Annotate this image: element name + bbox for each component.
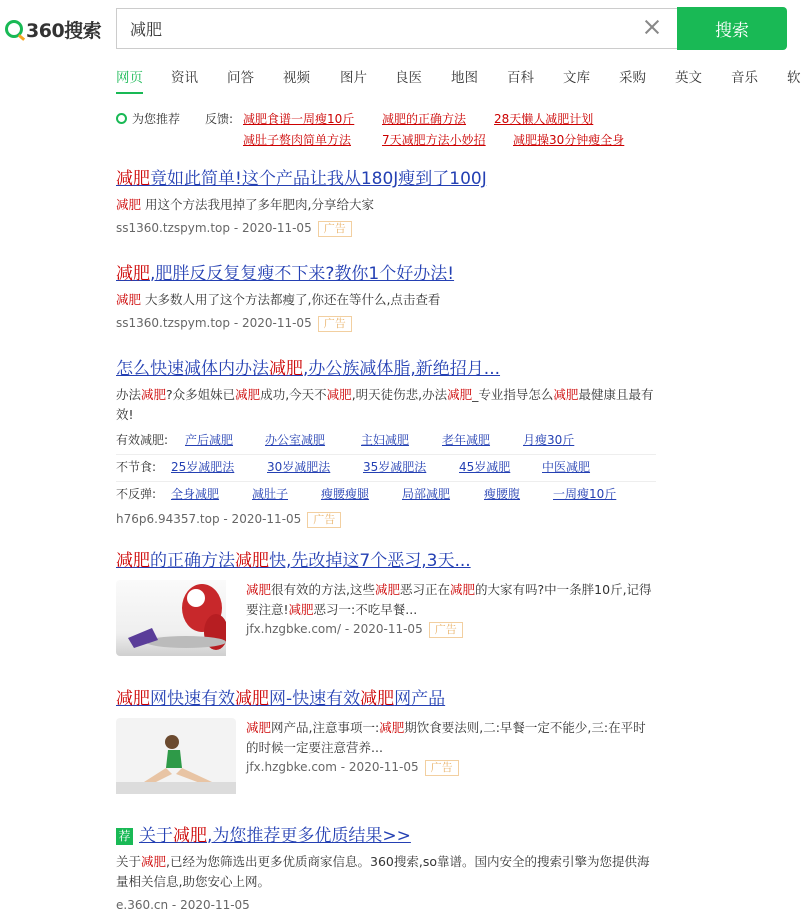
recommend-link[interactable]: 减肥食谱一周瘦10斤 — [243, 112, 355, 126]
ad-badge: 广告 — [425, 760, 459, 776]
logo-360[interactable] — [5, 16, 101, 42]
result-side — [246, 580, 656, 638]
sublink[interactable]: 25岁减肥法 — [171, 460, 235, 474]
sublink[interactable]: 老年减肥 — [442, 433, 491, 447]
recommend-link[interactable]: 减肚子赘肉简单方法 — [243, 133, 352, 147]
result-thumbnail[interactable] — [116, 718, 236, 794]
tab-purchase[interactable]: 采购 — [619, 70, 646, 86]
sublink-row: 不节食: 25岁减肥法 30岁减肥法 35岁减肥法 45岁减肥 中医减肥 — [116, 455, 656, 482]
tab-doctor[interactable]: 良医 — [395, 70, 422, 86]
sublink[interactable]: 35岁减肥法 — [363, 460, 427, 474]
sublink-row: 有效减肥: 产后减肥 办公室减肥 主妇减肥 老年减肥 月瘦30斤 — [116, 428, 656, 455]
logo-text: 360搜索 — [26, 19, 102, 42]
tab-wenku[interactable]: 文库 — [563, 70, 590, 86]
tab-baike[interactable]: 百科 — [507, 70, 534, 86]
result-url: h76p6.94357.top - 2020-11-05 广告 — [116, 512, 656, 528]
search-button[interactable]: 搜索 — [677, 7, 787, 50]
sublink[interactable]: 办公室减肥 — [265, 433, 326, 447]
tab-image[interactable]: 图片 — [340, 70, 367, 86]
result-title[interactable]: 减肥网快速有效减肥网-快速有效减肥网产品 — [116, 689, 446, 709]
search-result — [116, 684, 656, 774]
recommend-link[interactable]: 28天懒人减肥计划 — [494, 112, 594, 126]
tab-map[interactable]: 地图 — [451, 70, 478, 86]
tab-qa[interactable]: 问答 — [227, 70, 254, 86]
sublink-group — [116, 428, 656, 508]
recommend-icon — [116, 113, 127, 124]
recommend-link[interactable]: 减肥的正确方法 — [382, 112, 467, 126]
tab-music[interactable]: 音乐 — [731, 70, 758, 86]
tab-news[interactable]: 资讯 — [171, 70, 198, 86]
result-title[interactable]: 减肥,肥胖反反复复瘦不下来?教你1个好办法! — [116, 264, 455, 284]
result-title[interactable]: 减肥竟如此简单!这个产品让我从180J瘦到了100J — [116, 169, 487, 189]
tab-software[interactable]: 软 — [787, 70, 801, 86]
recommend-badge: 荐 — [116, 828, 133, 845]
result-desc: 关于减肥,已经为您筛选出更多优质商家信息。360搜索,so靠谱。国内安全的搜索引擎为您提供海量相关信息,助您安心上网。 — [116, 854, 650, 889]
sublink[interactable]: 一周瘦10斤 — [553, 487, 617, 501]
sublink[interactable]: 30岁减肥法 — [267, 460, 331, 474]
result-desc: 减肥 大多数人用了这个方法都瘦了,你还在等什么,点击查看 — [116, 292, 441, 307]
sublink-row: 不反弹: 全身减肥 减肚子 瘦腰瘦腿 局部减肥 瘦腰腹 一周瘦10斤 — [116, 482, 656, 508]
result-side — [246, 718, 656, 776]
ad-badge: 广告 — [318, 221, 352, 237]
sublink[interactable]: 局部减肥 — [402, 487, 451, 501]
yoga-image — [116, 718, 236, 794]
result-url: ss1360.tzspym.top - 2020-11-05 广告 — [116, 316, 656, 332]
result-title[interactable]: 减肥的正确方法减肥快,先改掉这7个恶习,3天... — [116, 551, 471, 571]
sublink[interactable]: 月瘦30斤 — [523, 433, 575, 447]
result-url: jfx.hzgbke.com/ - 2020-11-05 广告 — [246, 622, 656, 638]
recommend-link[interactable]: 减肥操30分钟瘦全身 — [513, 133, 625, 147]
result-desc: 办法减肥?众多姐妹已减肥成功,今天不减肥,明天徒伤悲,办法减肥_专业指导怎么减肥最健康且最有效! — [116, 387, 654, 422]
result-url: jfx.hzgbke.com - 2020-11-05 广告 — [246, 760, 656, 776]
diet-image — [116, 580, 236, 656]
ad-badge: 广告 — [429, 622, 463, 638]
search-result — [116, 259, 656, 332]
result-title[interactable]: 怎么快速减体内办法减肥,办公族减体脂,新绝招月... — [116, 359, 501, 379]
sublink[interactable]: 45岁减肥 — [459, 460, 511, 474]
search-result — [116, 354, 656, 528]
tab-web[interactable]: 网页 — [116, 66, 143, 94]
result-thumbnail[interactable] — [116, 580, 236, 656]
sublink[interactable]: 全身减肥 — [171, 487, 220, 501]
search-result — [116, 821, 656, 912]
sublink[interactable]: 主妇减肥 — [361, 433, 410, 447]
result-desc: 减肥很有效的方法,这些减肥恶习正在减肥的大家有吗?中一条胖10斤,记得要注意!减肥恶习一:不吃早餐... — [246, 582, 652, 617]
ad-badge: 广告 — [318, 316, 352, 332]
result-url: e.360.cn - 2020-11-05 — [116, 898, 250, 912]
sublink[interactable]: 中医减肥 — [542, 460, 591, 474]
search-result — [116, 164, 656, 237]
result-url: ss1360.tzspym.top - 2020-11-05 广告 — [116, 221, 656, 237]
result-desc: 减肥 用这个方法我甩掉了多年肥肉,分享给大家 — [116, 197, 374, 212]
search-result — [116, 546, 656, 636]
recommend-link[interactable]: 7天减肥方法小妙招 — [382, 133, 486, 147]
recommend-label: 为您推荐 — [132, 112, 181, 126]
tab-english[interactable]: 英文 — [675, 70, 702, 86]
ad-badge: 广告 — [307, 512, 341, 528]
clear-icon[interactable] — [643, 18, 661, 36]
search-input[interactable] — [128, 18, 632, 39]
sublink[interactable]: 瘦腰瘦腿 — [321, 487, 370, 501]
sublink[interactable]: 产后减肥 — [185, 433, 234, 447]
result-title[interactable]: 荐 关于减肥,为您推荐更多优质结果>> — [116, 821, 656, 846]
result-desc: 减肥网产品,注意事项一:减肥期饮食要法则,二:早餐一定不能少,三:在平时的时候一定要注意营养... — [246, 720, 646, 755]
search-box[interactable] — [116, 8, 677, 49]
sublink[interactable]: 瘦腰腹 — [484, 487, 521, 501]
feedback-label[interactable]: 反馈: — [205, 112, 234, 126]
logo-icon — [5, 20, 23, 38]
sublink[interactable]: 减肚子 — [252, 487, 289, 501]
tab-video[interactable]: 视频 — [283, 70, 310, 86]
